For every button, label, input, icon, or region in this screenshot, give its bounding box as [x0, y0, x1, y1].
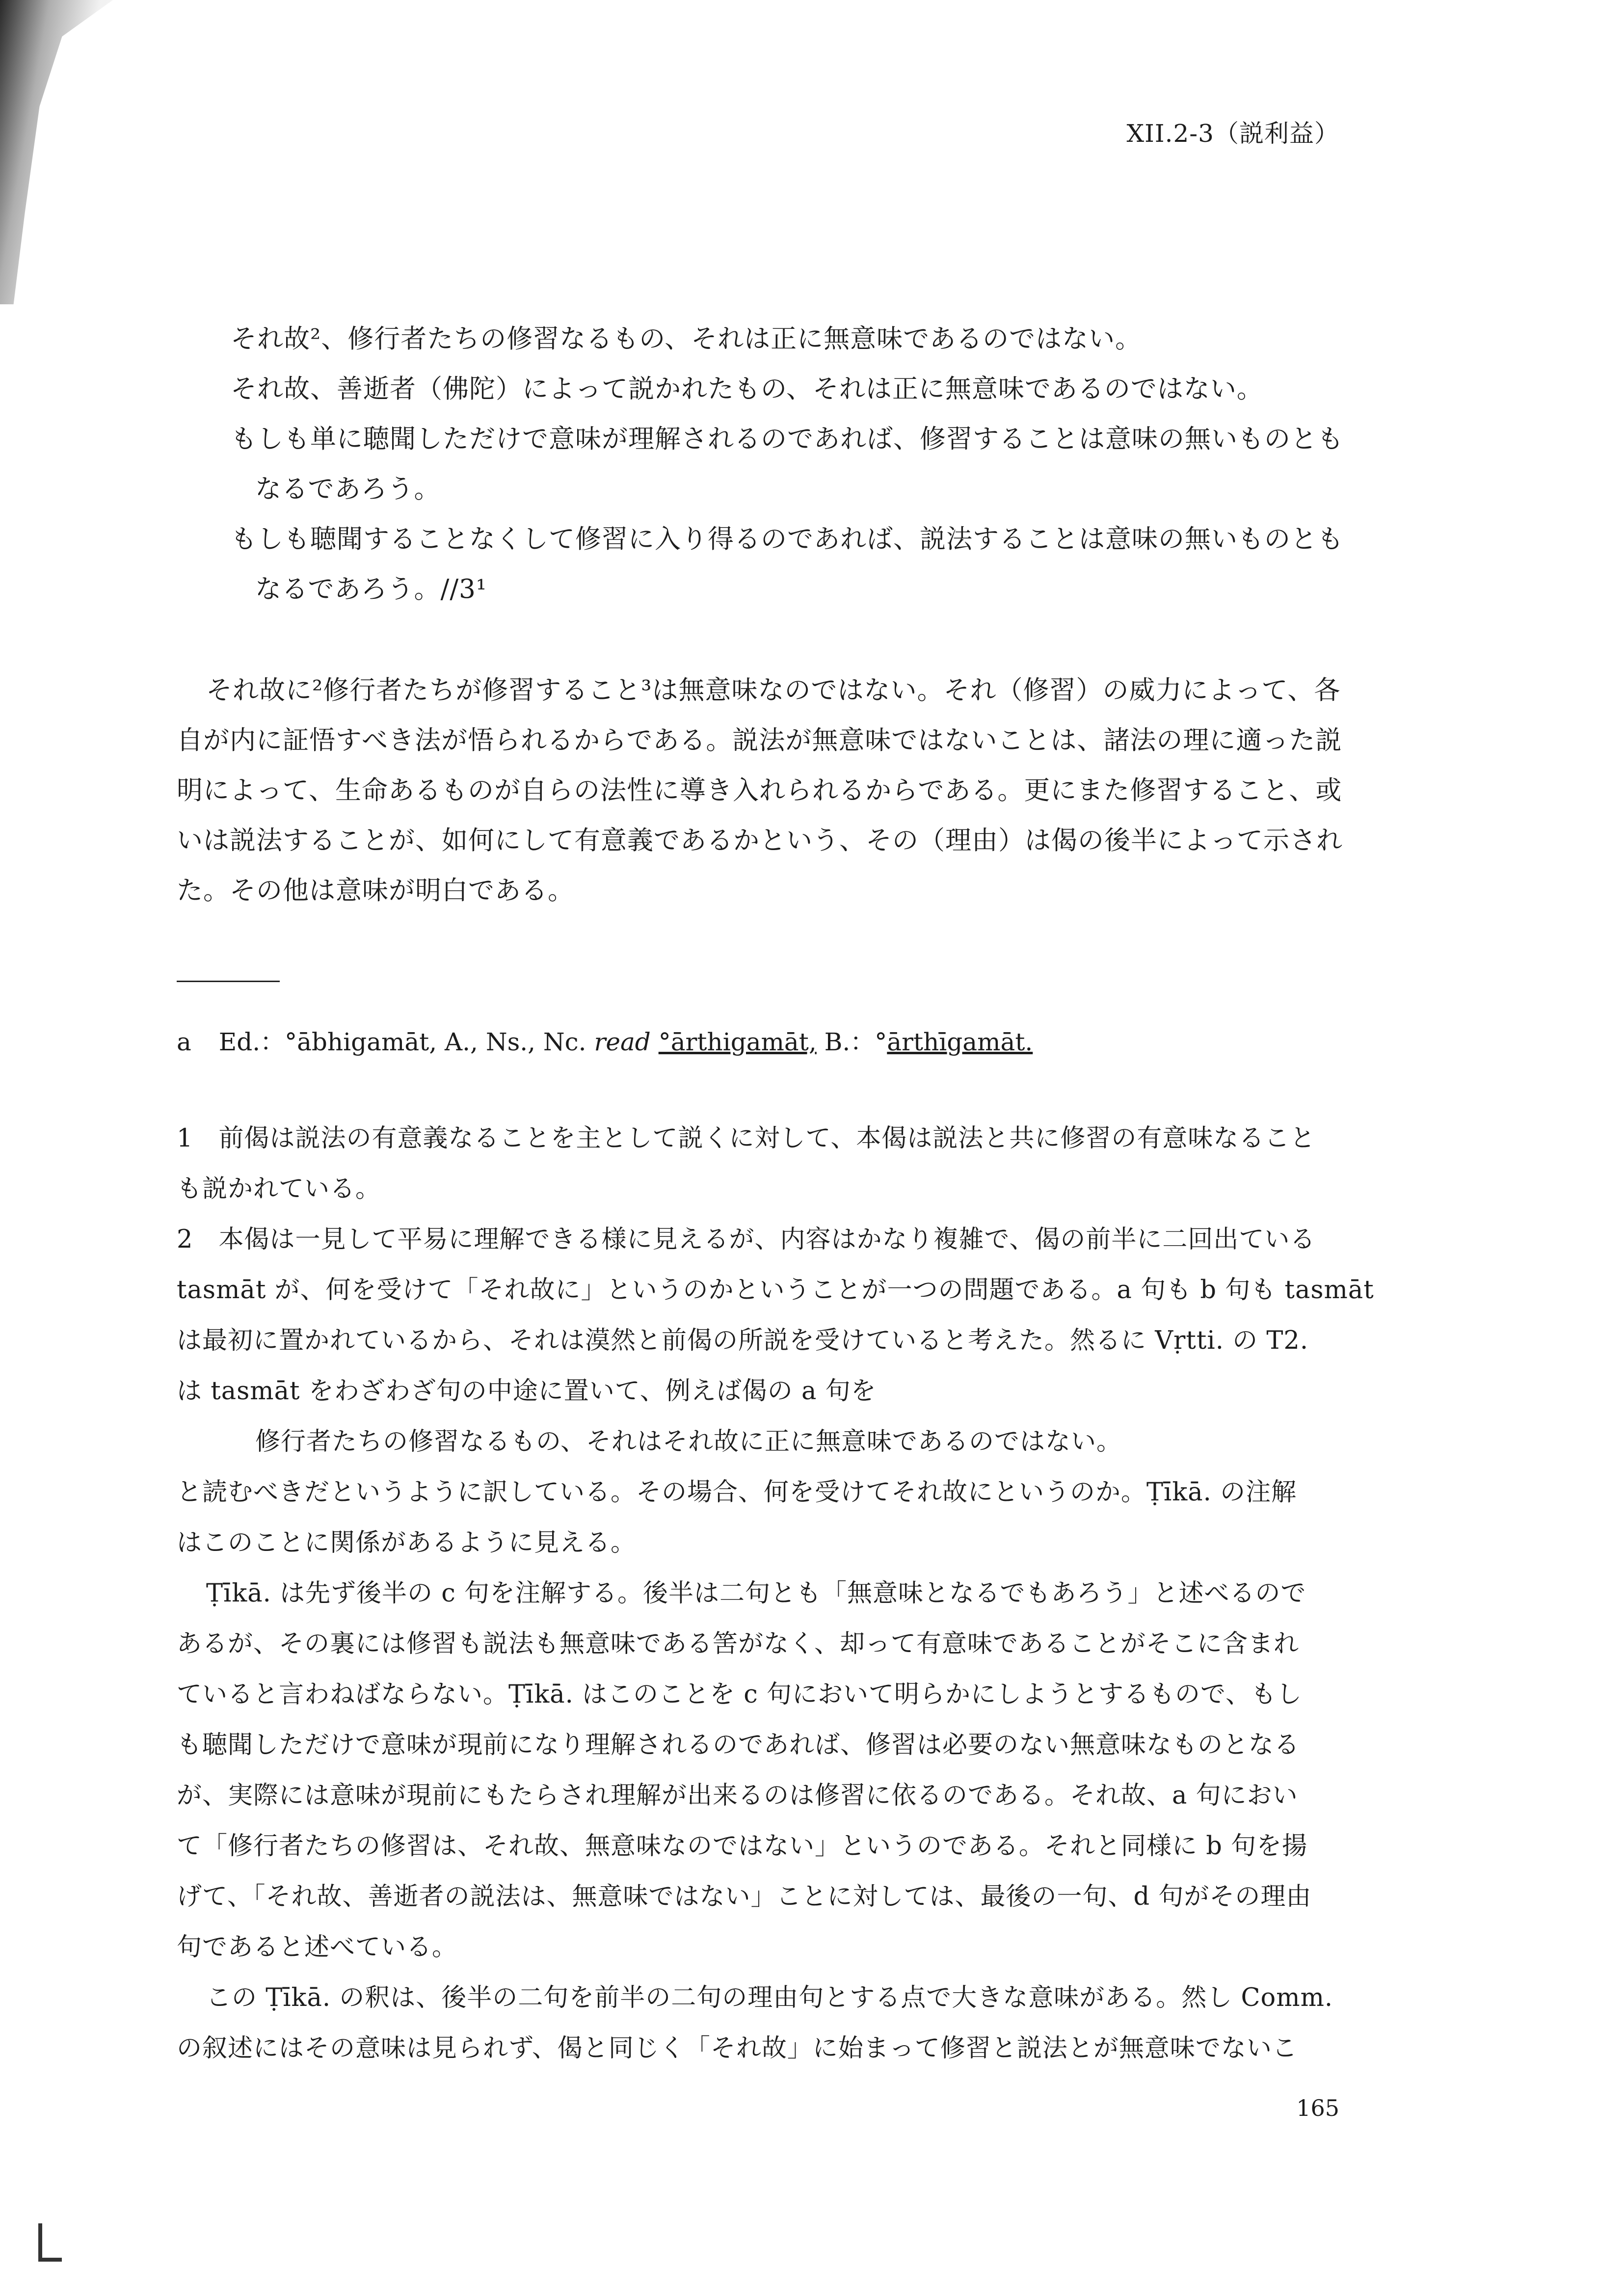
commentary-paragraph [177, 666, 1350, 916]
footnotes [177, 1113, 1374, 2074]
footnote-line: は最初に置かれているから、それは漠然と前偈の所説を受けていると考えた。然るに Vṛtti. の T2. [177, 1326, 1309, 1355]
verse-line: それ故、善逝者（佛陀）によって説かれたもの、それは正に無意味であるのではない。 [231, 374, 1263, 404]
footnote-line: この Ṭīkā. の釈は、後半の二句を前半の二句の理由句とする点で大きな意味がある。然し Comm. [206, 1983, 1333, 2012]
page-number: 165 [1296, 2095, 1339, 2121]
verse-line: もしも単に聴聞しただけで意味が理解されるのであれば、修習することは意味の無いものとも [231, 424, 1344, 454]
prose-line: いは説法することが、如何にして有意義であるかという、その（理由）は偈の後半によって示され [177, 826, 1343, 855]
footnote-line: て「修行者たちの修習は、それ故、無意味なのではない」というのである。それと同様に b 句を揚 [177, 1832, 1308, 1861]
footnote-line: はこのことに関係があるように見える。 [177, 1528, 637, 1557]
verse-line: それ故²、修行者たちの修習なるもの、それは正に無意味であるのではない。 [231, 324, 1142, 354]
prose-line: た。その他は意味が明白である。 [177, 876, 574, 906]
footnote-separator [177, 981, 280, 982]
scan-shadow [0, 0, 113, 304]
footnote-line: が、実際には意味が現前にもたらされ理解が出来るのは修習に依るのである。それ故、a 句におい [177, 1781, 1298, 1810]
verse-line: もしも聴聞することなくして修習に入り得るのであれば、説法することは意味の無いものとも [231, 524, 1344, 554]
footnote-line: tasmāt が、何を受けて「それ故に」というのかということが一つの問題である。a 句も b 句も tasmāt [177, 1276, 1374, 1305]
variant-text: B.：° [824, 1028, 887, 1056]
footnote-line: あるが、その裏には修習も説法も無意味である筈がなく、却って有意味であることがそこに含まれ [177, 1629, 1299, 1658]
verse-line: なるであろう。//3¹ [255, 574, 487, 604]
variant-read: read [594, 1028, 651, 1056]
prose-line: 自が内に証悟すべき法が悟られるからである。説法が無意味ではないことは、諸法の理に適った説 [177, 725, 1342, 755]
running-header: XII.2-3（説利益） [1126, 119, 1339, 148]
footnote-line: ていると言わねばならない。Ṭīkā. はこのことを c 句において明らかにしようとするもので、もし [177, 1680, 1303, 1709]
footnote-line: も説かれている。 [177, 1175, 381, 1203]
footnote-line: 2 本偈は一見して平易に理解できる様に見えるが、内容はかなり複雑で、偈の前半に二回出ている [177, 1225, 1316, 1254]
footnote-line: げて、「それ故、善逝者の説法は、無意味ではない」ことに対しては、最後の一句、d 句がその理由 [177, 1882, 1312, 1911]
prose-line: 明によって、生命あるものが自らの法性に導き入れられるからである。更にまた修習すること、或 [177, 775, 1342, 805]
prose-line: それ故に²修行者たちが修習すること³は無意味なのではない。それ（修習）の威力によって、各 [206, 675, 1341, 705]
verse-line: なるであろう。 [255, 474, 441, 504]
variant-reading-note [177, 1020, 1033, 1064]
footnote-line: 句であると述べている。 [177, 1933, 458, 1962]
footnote-line: Ṭīkā. は先ず後半の c 句を注解する。後半は二句とも「無意味となるでもあろう」と述べるので [206, 1579, 1306, 1608]
verse-block [231, 314, 1344, 614]
footnote-line: と読むべきだというように訳している。その場合、何を受けてそれ故にというのか。Ṭīkā. の注解 [177, 1478, 1297, 1507]
variant-reading: °ārthigamāt, [658, 1028, 817, 1056]
variant-label: a [177, 1028, 191, 1056]
footnote-line: の叙述にはその意味は見られず、偈と同じく「それ故」に始まって修習と説法とが無意味でないこ [177, 2034, 1298, 2063]
footnote-quote: 修行者たちの修習なるもの、それはそれ故に正に無意味であるのではない。 [255, 1427, 1122, 1456]
variant-text: Ed.：°ābhigamāt, A., Ns., Nc. [218, 1028, 586, 1056]
scan-corner-mark [38, 2223, 62, 2262]
variant-reading: ārthīgamāt. [887, 1028, 1033, 1056]
footnote-line: も聴聞しただけで意味が現前になり理解されるのであれば、修習は必要のない無意味なものとなる [177, 1731, 1300, 1760]
footnote-line: 1 前偈は説法の有意義なることを主として説くに対して、本偈は説法と共に修習の有意味なること [177, 1124, 1316, 1153]
footnote-line: は tasmāt をわざわざ句の中途に置いて、例えば偈の a 句を [177, 1377, 877, 1406]
